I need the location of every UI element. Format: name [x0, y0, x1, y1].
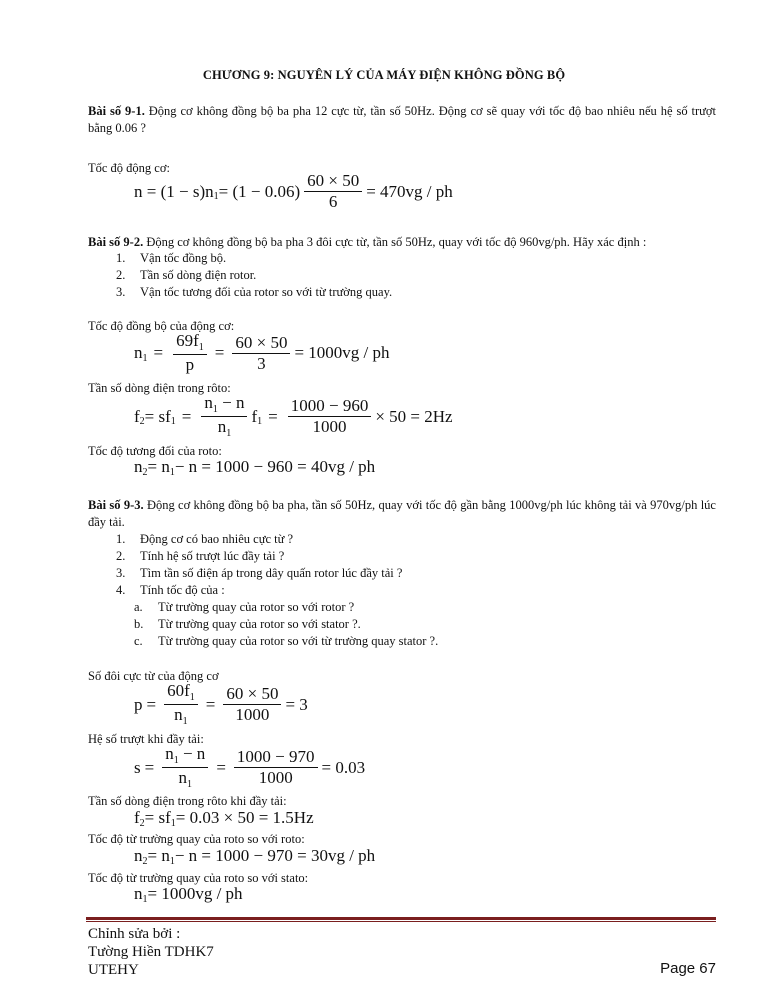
equation-rotor-frequency-full-load: f 2 = sf 1 = 0.03 × 50 = 1.5Hz — [134, 808, 314, 829]
section-label: Tần số dòng điện trong rôto: — [88, 381, 231, 395]
equation-field-vs-rotor: n 2 = n 1 − n = 1000 − 970 = 30vg / ph — [134, 846, 376, 867]
section-label: Tốc độ tương đối của roto: — [88, 444, 222, 458]
eq-sub: 2 — [142, 466, 148, 478]
list-item-text: Từ trường quay của rotor so với stator ?. — [158, 617, 361, 631]
eq-text: = (1 − 0.06) — [218, 181, 301, 201]
fraction — [234, 748, 318, 787]
list-item: 2. Tính hệ số trượt lúc đầy tải ? — [116, 549, 285, 563]
list-item-text: Tìm tần số điện áp trong dây quấn rotor lúc đầy tải ? — [140, 566, 403, 580]
list-item: 1. Động cơ có bao nhiêu cực từ ? — [116, 532, 294, 546]
denominator: 6 — [328, 192, 338, 211]
equation-relative-speed: n 2 = n 1 − n = 1000 − 960 = 40vg / ph — [134, 457, 376, 478]
fraction — [162, 745, 208, 790]
list-item-text: Vận tốc đồng bộ. — [140, 251, 227, 265]
list-item-text: Từ trường quay của rotor so với từ trường quay stator ?. — [158, 634, 439, 648]
numerator: 1000 − 970 — [234, 748, 318, 768]
numerator: $n_1 - n$ — [162, 745, 208, 768]
denominator: $n_1$ — [217, 417, 232, 439]
list-item-text: Động cơ có bao nhiêu cực từ ? — [140, 532, 294, 546]
numerator: $n_1 - n$ — [201, 394, 247, 417]
fraction — [223, 685, 281, 724]
eq-sub: 1 — [213, 191, 219, 202]
denominator: $n_1$ — [178, 768, 193, 790]
eq-text: = 1000vg / ph — [294, 343, 390, 362]
denominator: $n_1$ — [174, 705, 188, 727]
page-number: Page 67 — [660, 960, 716, 977]
fraction — [201, 394, 247, 439]
eq-text: × 50 = 2Hz — [375, 406, 453, 426]
eq-text: n — [134, 457, 143, 476]
fraction — [173, 332, 207, 374]
denominator: 3 — [257, 353, 266, 373]
list-item: 1. Vận tốc đồng bộ. — [116, 251, 227, 265]
eq-text: − n = 1000 − 960 = 40vg / ph — [174, 457, 376, 476]
section-label: Tốc độ động cơ: — [88, 161, 170, 175]
equation-slip: s = $\frac{n_1 - n}{n_1}$ = $\frac{1000 - 970}{1000}$ = 0.03 — [134, 744, 366, 790]
problem-text: Động cơ không đồng bộ ba pha 12 cực từ, tần số 50Hz. Động cơ sẽ quay với tốc độ bao nhiêu nếu hệ số trượt bằng 0.06 ? — [88, 104, 717, 135]
fraction — [164, 682, 198, 727]
list-item-text: Từ trường quay của rotor so với rotor ? — [158, 600, 355, 614]
eq-text: n — [134, 343, 143, 362]
chapter-title: CHƯƠNG 9: NGUYÊN LÝ CỦA MÁY ĐIỆN KHÔNG ĐỒNG BỘ — [202, 68, 566, 82]
problem-9-2 — [88, 234, 716, 251]
denominator: 1000 — [312, 417, 347, 436]
eq-text: = 470vg / ph — [366, 181, 453, 201]
problem-label: Bài số 9-1. — [88, 104, 145, 118]
numerator: $69f_1$ — [173, 332, 207, 355]
denominator: 1000 — [258, 768, 293, 787]
section-label: Tốc độ từ trường quay của roto so với stato: — [88, 871, 309, 885]
section-label: Tần số dòng điện trong rôto khi đầy tải: — [88, 794, 287, 808]
equation-rotor-frequency: f 2 = sf 1 = $\frac{n_1 - n}{n_1}$ f 1 = $\frac{1000 - 960}{1000}$ × 50 = 2Hz — [134, 393, 453, 439]
section-label: Tốc độ từ trường quay của roto so với roto: — [88, 832, 305, 846]
eq-sub: 2 — [139, 416, 145, 427]
numerator: 60 × 50 — [223, 685, 281, 705]
problem-text: Động cơ không đồng bộ ba pha 3 đôi cực từ, tần số 50Hz, quay với tốc độ 960vg/ph. Hãy xác định : — [143, 235, 647, 249]
equation-field-vs-stator: n 1 = 1000vg / ph — [134, 884, 243, 905]
fraction — [288, 397, 372, 436]
equation-9-1 — [134, 172, 453, 211]
sub-list-item: c. Từ trường quay của rotor so với từ trường quay stator ?. — [134, 634, 439, 648]
footer-edited-by: Chỉnh sửa bởi : — [88, 926, 181, 942]
list-item-text: Tính hệ số trượt lúc đầy tải ? — [140, 549, 285, 563]
numerator: 60 × 50 — [304, 172, 362, 192]
problem-9-1 — [88, 103, 716, 136]
footer-divider-thin — [86, 921, 716, 922]
list-item: 3. Tìm tần số điện áp trong dây quấn rotor lúc đầy tải ? — [116, 566, 403, 580]
fraction — [304, 172, 362, 211]
sub-list-item: b. Từ trường quay của rotor so với stator ?. — [134, 617, 361, 631]
list-item-text: Vận tốc tương đối của rotor so với từ trường quay. — [140, 285, 393, 299]
eq-sub: 1 — [142, 352, 148, 364]
problem-9-3 — [88, 497, 716, 530]
denominator: 1000 — [235, 705, 270, 724]
equation-sync-speed: n 1 = $\frac{69f_1}{p}$ = $\frac{60 \times 50}{3}$ = 1000vg / ph — [134, 331, 390, 374]
list-item: 3. Vận tốc tương đối của rotor so với từ trường quay. — [116, 285, 393, 299]
eq-text: = 3 — [285, 694, 308, 714]
problem-text: Động cơ không đồng bộ ba pha, tần số 50Hz, quay với tốc độ gần bằng 1000vg/ph lúc không tải và 970vg/ph lúc đầy tải. — [88, 498, 716, 529]
section-label: Hệ số trượt khi đầy tải: — [88, 732, 204, 746]
footer-author: Tường Hiền TDHK7 — [88, 944, 214, 960]
equation-pole-pairs: p = $\frac{60f_1}{n_1}$ = $\frac{60 \times 50}{1000}$ = 3 — [134, 681, 308, 727]
eq-text: n = (1 − s)n — [134, 181, 214, 201]
eq-text: = sf — [144, 406, 171, 426]
denominator: p — [185, 355, 195, 374]
eq-text: s — [134, 757, 141, 777]
eq-text: = n — [147, 457, 170, 476]
section-label: Số đôi cực từ của động cơ — [88, 669, 219, 683]
section-label: Tốc độ đồng bộ của động cơ: — [88, 319, 235, 333]
eq-text: p — [134, 694, 143, 714]
list-item-text: Tính tốc độ của : — [140, 583, 225, 597]
eq-text: = 0.03 — [321, 757, 366, 777]
sub-list-item: a. Từ trường quay của rotor so với rotor ? — [134, 600, 355, 614]
numerator: 60 × 50 — [232, 334, 290, 354]
footer-institution: UTEHY — [88, 962, 139, 978]
list-item: 4. Tính tốc độ của : — [116, 583, 225, 597]
problem-label: Bài số 9-3. — [88, 498, 144, 512]
eq-text: f — [134, 406, 140, 426]
numerator: $60f_1$ — [164, 682, 198, 705]
footer-divider — [86, 917, 716, 920]
problem-label: Bài số 9-2. — [88, 235, 144, 249]
fraction — [232, 334, 290, 373]
list-item-text: Tần số dòng điện rotor. — [140, 268, 257, 282]
list-item: 2. Tần số dòng điện rotor. — [116, 268, 257, 282]
numerator: 1000 − 960 — [288, 397, 372, 417]
